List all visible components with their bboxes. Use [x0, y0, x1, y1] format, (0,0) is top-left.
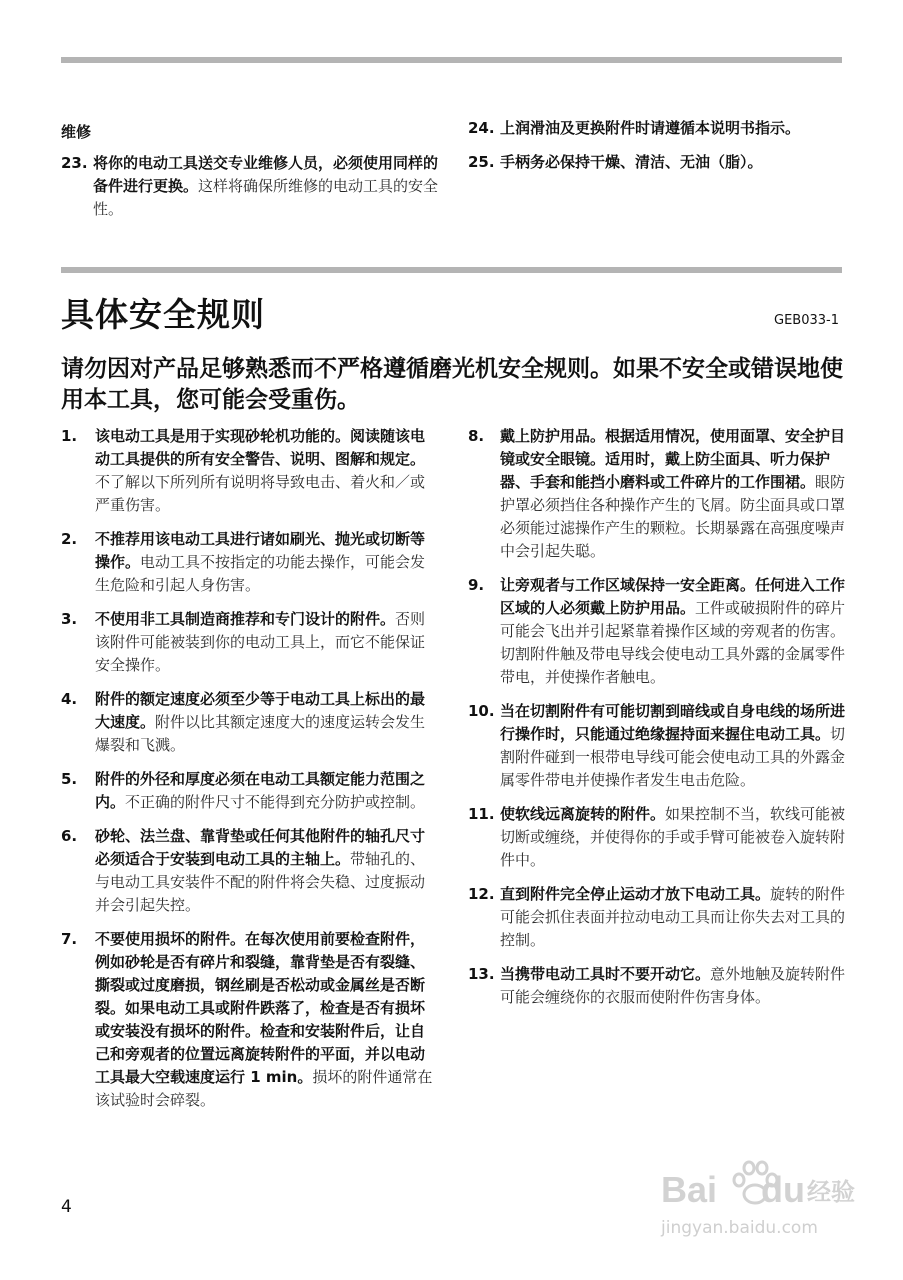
rule-normal-text: 旋转的附件可能会抓住表面并拉动电动工具而让你失去对工具的控制。 [500, 885, 846, 949]
rule-normal-text: 附件以比其额定速度大的速度运转会发生爆裂和飞溅。 [95, 713, 426, 754]
rule-bold-text: 当在切割附件有可能切割到暗线或自身电线的场所进行操作时，只能通过绝缘握持面来握住电动工具。 [500, 702, 846, 743]
rule-item [61, 825, 439, 917]
rule-text [500, 700, 846, 792]
rule-text [95, 768, 439, 814]
rule-text [95, 608, 439, 677]
maintenance-column [61, 121, 439, 232]
rule-number: 3. [61, 610, 78, 628]
rule-number: 24. [468, 119, 495, 137]
rule-item [61, 688, 439, 757]
rule-bold-text: 使软线远离旋转的附件。 [500, 805, 666, 823]
rule-bold-text: 砂轮、法兰盘、靠背垫或任何其他附件的轴孔尺寸必须适合于安装到电动工具的主轴上。 [95, 827, 426, 868]
section-title: 具体安全规则 [61, 295, 265, 334]
rule-number: 7. [61, 930, 78, 948]
rule-bold-text: 该电动工具是用于实现砂轮机功能的。阅读随该电动工具提供的所有安全警告、说明、图解和规定。 [95, 427, 426, 468]
rule-text [500, 117, 846, 140]
rule-bold-text: 附件的额定速度必须至少等于电动工具上标出的最大速度。 [95, 690, 426, 731]
maintenance-list-continued [468, 117, 846, 174]
lead-warning: 请勿因对产品足够熟悉而不严格遵循磨光机安全规则。如果不安全或错误地使用本工具，您可能会受重伤。 [61, 356, 843, 413]
rule-item [468, 574, 846, 689]
paw-icon [725, 1154, 785, 1214]
rule-number: 5. [61, 770, 78, 788]
rule-bold-text: 上润滑油及更换附件时请遵循本说明书指示。 [500, 119, 801, 137]
rule-text [95, 928, 439, 1112]
rule-number: 6. [61, 827, 78, 845]
rule-text [95, 528, 439, 597]
rule-bold-text: 不使用非工具制造商推荐和专门设计的附件。 [95, 610, 396, 628]
rule-item [61, 152, 439, 221]
rule-number: 13. [468, 965, 495, 983]
rule-normal-text: 带轴孔的、与电动工具安装件不配的附件将会失稳、过度振动并会引起失控。 [95, 850, 426, 914]
section-rule [61, 267, 842, 273]
rule-text [500, 425, 846, 563]
document-code: GEB033-1 [774, 313, 839, 328]
rule-text [93, 152, 439, 221]
watermark [653, 1160, 863, 1260]
svg-text:经验: 经验 [807, 1178, 855, 1206]
rule-normal-text: 眼防护罩必须挡住各种操作产生的飞屑。防尘面具或口罩必须能过滤操作产生的颗粒。长期暴露在高强度噪声中会引起失聪。 [500, 473, 846, 560]
rule-number: 11. [468, 805, 495, 823]
maintenance-heading: 维修 [61, 123, 92, 141]
rule-number: 23. [61, 154, 88, 172]
rule-number: 9. [468, 576, 485, 594]
svg-text:du: du [761, 1169, 805, 1210]
rule-item [61, 528, 439, 597]
rules-left-column [61, 425, 439, 1123]
maintenance-list [61, 152, 439, 221]
rule-text [500, 803, 846, 872]
rule-item [468, 963, 846, 1009]
top-right-column [468, 117, 846, 185]
rule-text [95, 688, 439, 757]
svg-text:Bai: Bai [661, 1169, 718, 1210]
rule-item [61, 928, 439, 1112]
rule-text [500, 574, 846, 689]
rule-number: 25. [468, 153, 495, 171]
page-number: 4 [61, 1197, 72, 1217]
rule-normal-text: 不正确的附件尺寸不能得到充分防护或控制。 [125, 793, 426, 811]
rule-normal-text: 这样将确保所维修的电动工具的安全性。 [93, 177, 439, 218]
rules-list-left [61, 425, 439, 1112]
rule-normal-text: 不了解以下所列所有说明将导致电击、着火和／或严重伤害。 [95, 473, 426, 514]
rule-item [468, 425, 846, 563]
rule-bold-text: 附件的外径和厚度必须在电动工具额定能力范围之内。 [95, 770, 426, 811]
rule-bold-text: 将你的电动工具送交专业维修人员，必须使用同样的备件进行更换。 [93, 154, 439, 195]
rule-normal-text: 意外地触及旋转附件可能会缠绕你的衣服而使附件伤害身体。 [500, 965, 846, 1006]
rule-bold-text: 让旁观者与工作区域保持一安全距离。任何进入工作区域的人必须戴上防护用品。 [500, 576, 846, 617]
rule-item [468, 117, 846, 140]
rule-normal-text: 工件或破损附件的碎片可能会飞出并引起紧靠着操作区域的旁观者的伤害。切割附件触及带电导线会使电动工具外露的金属零件带电，并使操作者触电。 [500, 599, 846, 686]
rule-text [500, 151, 846, 174]
rule-bold-text: 不要使用损坏的附件。在每次使用前要检查附件，例如砂轮是否有碎片和裂缝，靠背垫是否有裂缝、撕裂或过度磨损，钢丝刷是否松动或金属丝是否断裂。如果电动工具或附件跌落了，检查是否有损坏或安装没有损坏的附件。检查和安装附件后，让自己和旁观者的位置远离旋转附件的平面，并以电动工具最大空载速度运行 1 min。 [95, 930, 426, 1086]
rule-item [468, 700, 846, 792]
rule-number: 4. [61, 690, 78, 708]
rule-item [61, 768, 439, 814]
rule-normal-text: 否则该附件可能被装到你的电动工具上，而它不能保证安全操作。 [95, 610, 426, 674]
rules-right-column [468, 425, 846, 1020]
top-rule [61, 57, 842, 63]
rule-bold-text: 戴上防护用品。根据适用情况，使用面罩、安全护目镜或安全眼镜。适用时，戴上防尘面具、听力保护器、手套和能挡小磨料或工件碎片的工作围裙。 [500, 427, 846, 491]
rule-normal-text: 切割附件碰到一根带电导线可能会使电动工具的外露金属零件带电并使操作者发生电击危险。 [500, 725, 846, 789]
rule-number: 12. [468, 885, 495, 903]
rule-number: 10. [468, 702, 495, 720]
rule-normal-text: 电动工具不按指定的功能去操作，可能会发生危险和引起人身伤害。 [95, 553, 426, 594]
rule-bold-text: 直到附件完全停止运动才放下电动工具。 [500, 885, 771, 903]
rule-bold-text: 当携带电动工具时不要开动它。 [500, 965, 711, 983]
rule-number: 2. [61, 530, 78, 548]
rule-text [95, 825, 439, 917]
rule-item [61, 608, 439, 677]
rule-bold-text: 不推荐用该电动工具进行诸如刷光、抛光或切断等操作。 [95, 530, 426, 571]
watermark-url: jingyan.baidu.com [661, 1218, 818, 1238]
rule-text [500, 963, 846, 1009]
rule-item [468, 803, 846, 872]
rule-number: 1. [61, 427, 78, 445]
rule-item [468, 151, 846, 174]
rule-text [95, 425, 439, 517]
rule-normal-text: 如果控制不当，软线可能被切断或缠绕，并使得你的手或手臂可能被卷入旋转附件中。 [500, 805, 846, 869]
rule-text [500, 883, 846, 952]
rule-normal-text: 损坏的附件通常在该试验时会碎裂。 [95, 1068, 433, 1109]
rule-number: 8. [468, 427, 485, 445]
rule-item [61, 425, 439, 517]
rule-item [468, 883, 846, 952]
rule-bold-text: 手柄务必保持干燥、清洁、无油（脂）。 [500, 153, 763, 171]
rules-list-right [468, 425, 846, 1009]
